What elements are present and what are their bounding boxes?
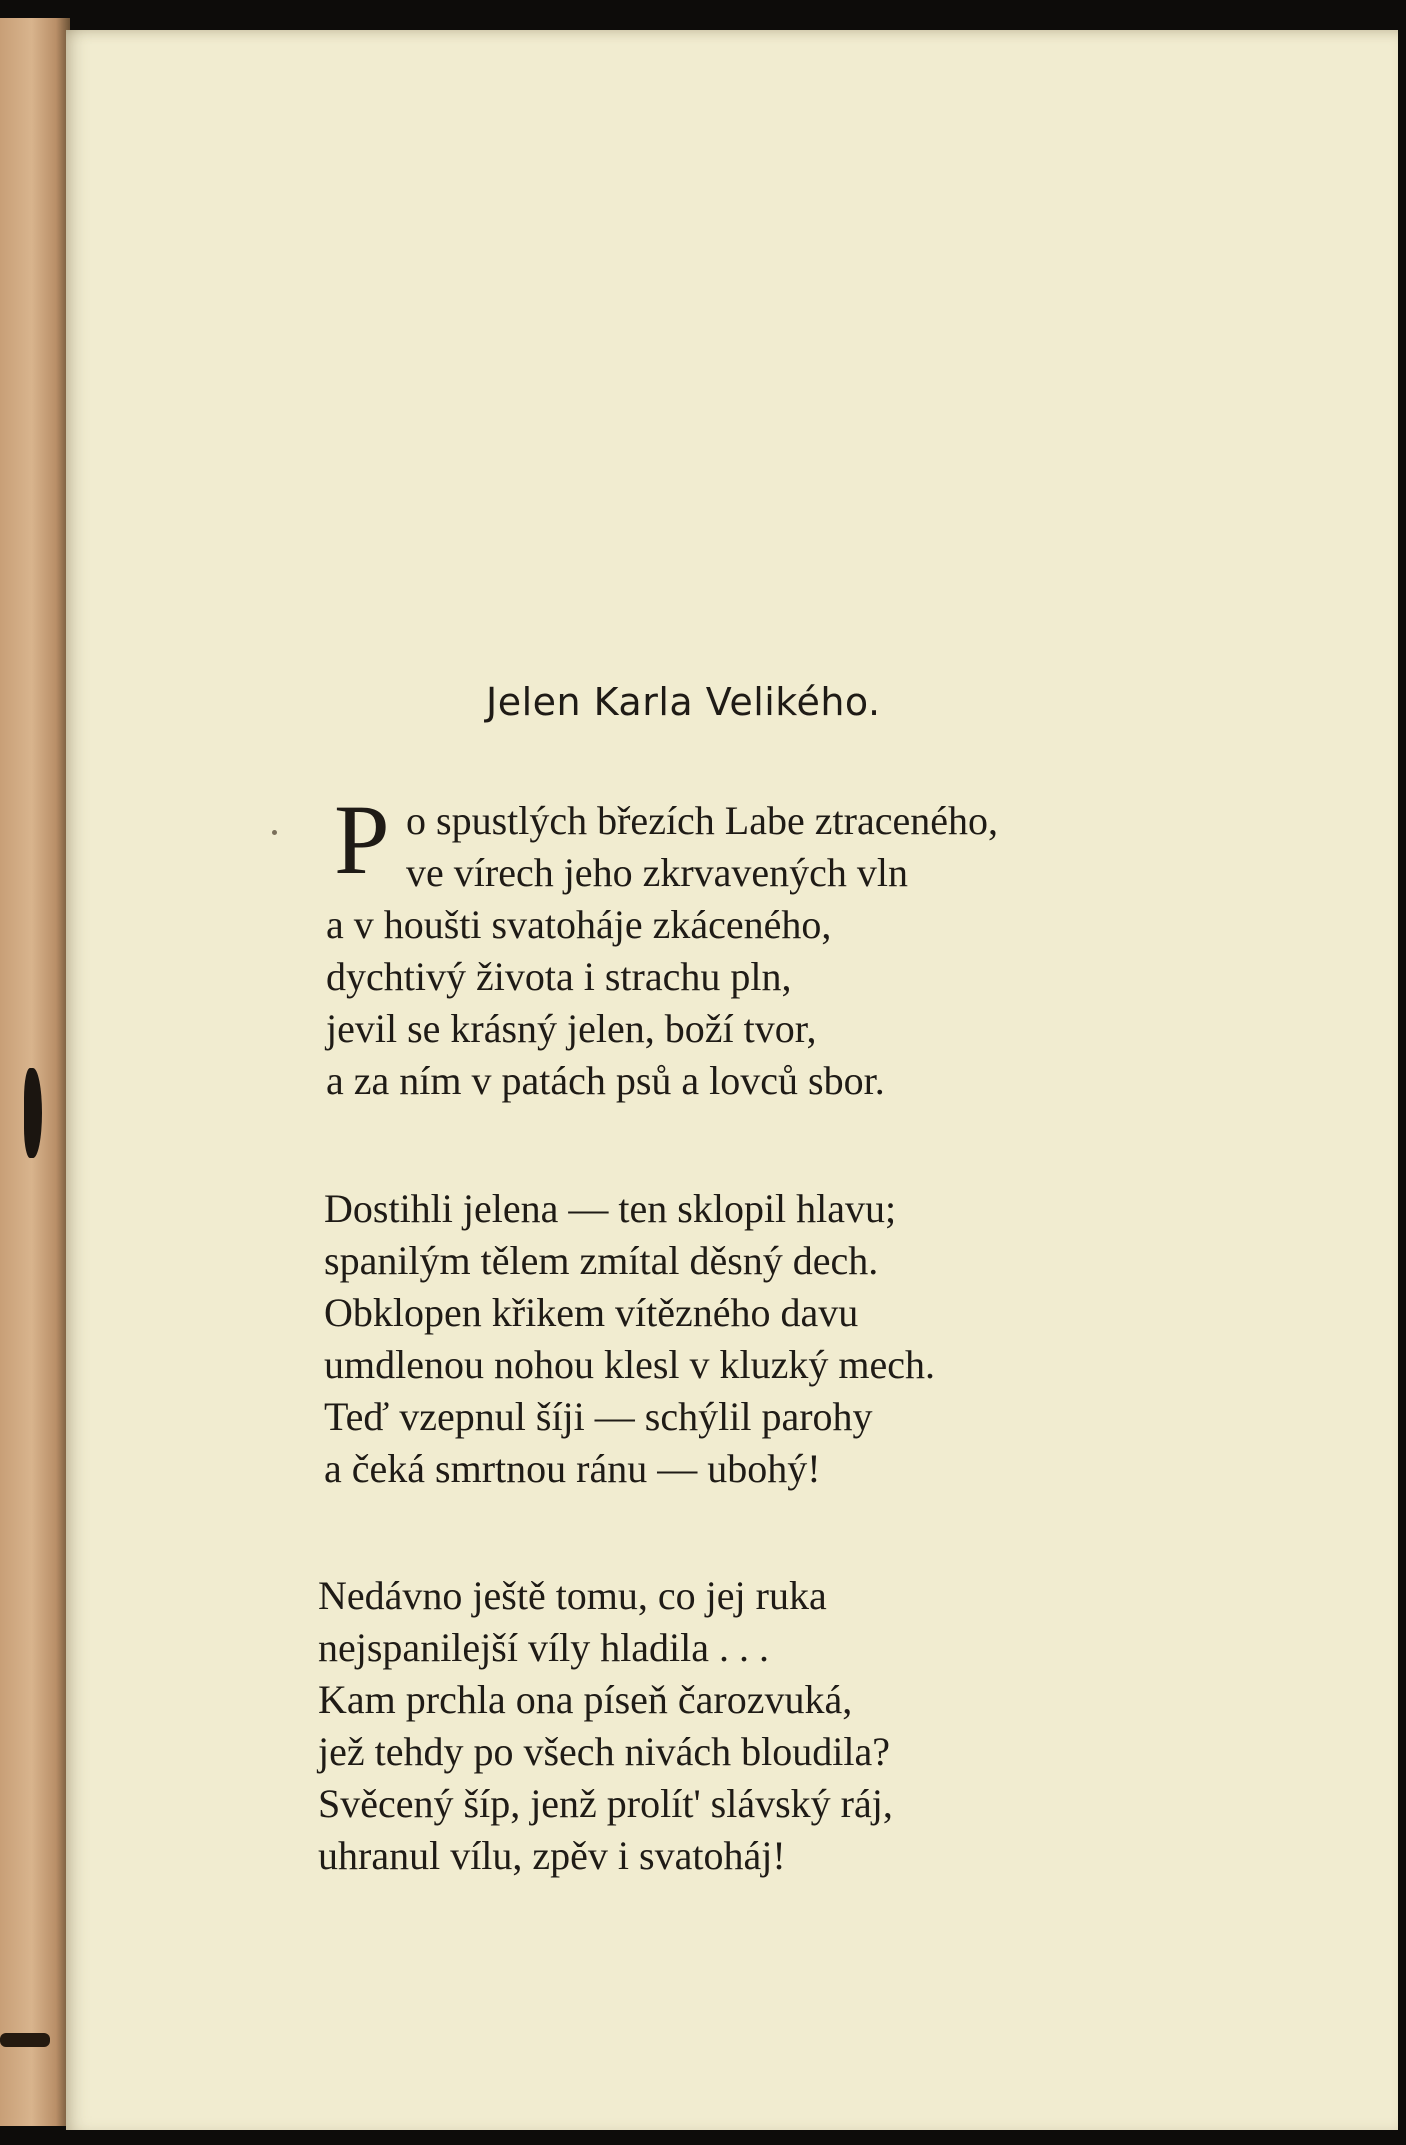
book-spine-edge <box>0 18 70 2126</box>
poem-title: Jelen Karla Velikého. <box>486 680 881 724</box>
verse-line: o spustlých březích Labe ztraceného, <box>406 798 998 843</box>
verse-line: ve vírech jeho zkrvavených vln <box>406 850 909 895</box>
page-sheet <box>66 30 1398 2130</box>
verse-line: jež tehdy po všech nivách bloudila? <box>318 1729 891 1774</box>
verse-line: a čeká smrtnou ránu — ubohý! <box>324 1446 821 1491</box>
drop-cap: P <box>334 784 390 895</box>
verse-line: Kam prchla ona píseň čarozvuká, <box>318 1677 853 1722</box>
page-tear-mark <box>24 1068 42 1158</box>
page-tear-mark <box>0 2033 50 2047</box>
verse-line: spanilým tělem zmítal děsný dech. <box>324 1238 879 1283</box>
verse-line: jevil se krásný jelen, boží tvor, <box>326 1006 817 1051</box>
verse-line: Dostihli jelena — ten sklopil hlavu; <box>324 1186 897 1231</box>
verse-line: Svěcený šíp, jenž prolít' slávský ráj, <box>318 1781 893 1826</box>
verse-line: a v houšti svatoháje zkáceného, <box>326 902 832 947</box>
verse-line: a za ním v patách psů a lovců sbor. <box>326 1058 885 1103</box>
ink-speck <box>272 830 277 835</box>
verse-line: Teď vzepnul šíji — schýlil parohy <box>324 1394 873 1439</box>
verse-line: Obklopen křikem vítězného davu <box>324 1290 859 1335</box>
verse-line: dychtivý života i strachu pln, <box>326 954 792 999</box>
verse-line: Nedávno ještě tomu, co jej ruka <box>318 1573 827 1618</box>
stanza-2 <box>324 1183 935 1495</box>
stanza-3 <box>318 1570 893 1882</box>
verse-line: umdlenou nohou klesl v kluzký mech. <box>324 1342 936 1387</box>
verse-line: uhranul vílu, zpěv i svatoháj! <box>318 1833 786 1878</box>
verse-line: nejspanilejší víly hladila . . . <box>318 1625 770 1670</box>
stanza-1 <box>326 795 998 1107</box>
